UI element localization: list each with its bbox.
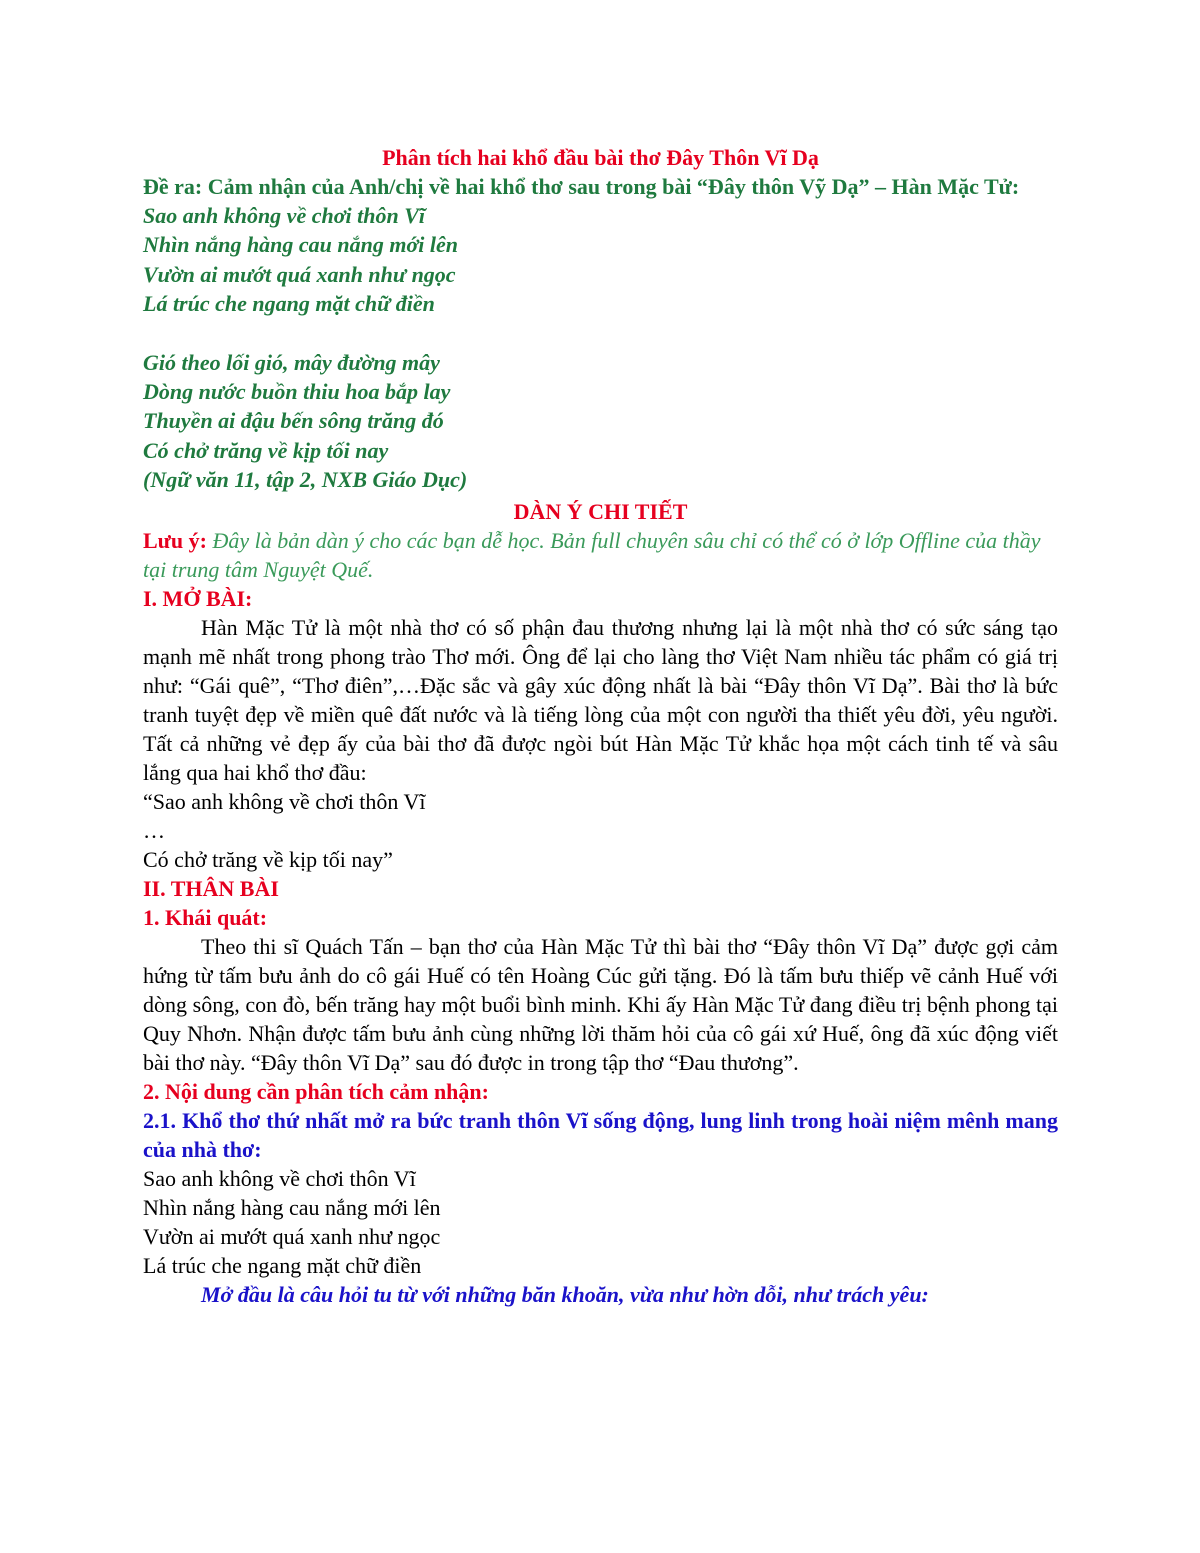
subsection-1-paragraph: Theo thi sĩ Quách Tấn – bạn thơ của Hàn Mặc Tử thì bài thơ “Đây thôn Vĩ Dạ” được gợi cảm hứng từ tấm bưu ảnh do cô gái Huế có tên Hoàng Cúc gửi tặng. Đó là tấm bưu thiếp vẽ cảnh Huế với dòng sông, con đò, bến trăng hay một buổi bình minh. Khi ấy Hàn Mặc Tử đang điều trị bệnh phong tại Quy Nhơn. Nhận được tấm bưu ảnh cùng những lời thăm hỏi của cô gái xứ Huế, ông đã xúc động viết bài thơ này. “Đây thôn Vĩ Dạ” sau đó được in trong tập thơ “Đau thương”. xyxy=(143,933,1058,1075)
poem-line: Sao anh không về chơi thôn Vĩ xyxy=(143,203,425,228)
essay-prompt: Đề ra: Cảm nhận của Anh/chị về hai khổ thơ sau trong bài “Đây thôn Vỹ Dạ” – Hàn Mặc Tử: xyxy=(143,174,1020,199)
subsection-2-heading: 2. Nội dung cần phân tích cảm nhận: xyxy=(143,1078,489,1104)
stanza-gap xyxy=(143,319,1058,348)
document-content xyxy=(143,143,1058,1309)
subsection-1-heading: 1. Khái quát: xyxy=(143,904,268,930)
note-paragraph xyxy=(143,526,1058,584)
outline-heading: DÀN Ý CHI TIẾT xyxy=(513,498,688,524)
section-1-heading: I. MỞ BÀI: xyxy=(143,585,253,611)
poem-stanza-2 xyxy=(143,348,1058,495)
stanza-line: Sao anh không về chơi thôn Vĩ xyxy=(143,1165,416,1191)
stanza-line: Lá trúc che ngang mặt chữ điền xyxy=(143,1252,422,1278)
poem-source: (Ngữ văn 11, tập 2, NXB Giáo Dục) xyxy=(143,467,468,493)
subsection-2-1-title: Khổ thơ thứ nhất mở ra bức tranh thôn Vĩ sống động, lung linh trong hoài niệm mênh mang của nhà thơ: xyxy=(143,1107,1058,1162)
note-label: Lưu ý: xyxy=(143,527,207,553)
quote-line: Có chở trăng về kịp tối nay” xyxy=(143,846,393,872)
subsection-2-1-heading xyxy=(143,1106,1058,1164)
subsection-2-1-number: 2.1. xyxy=(143,1107,176,1133)
poem-line: Nhìn nắng hàng cau nắng mới lên xyxy=(143,232,459,258)
closing-paragraph: Mở đầu là câu hỏi tu từ với những băn khoăn, vừa như hờn dỗi, như trách yêu: xyxy=(201,1281,929,1307)
poem-line: Gió theo lối gió, mây đường mây xyxy=(143,349,440,375)
note-text: Đây là bản dàn ý cho các bạn dễ học. Bản full chuyên sâu chỉ có thể có ở lớp Offline của thầy tại trung tâm Nguyệt Quế. xyxy=(143,527,1041,582)
poem-stanza-1 xyxy=(143,201,1058,319)
poem-line: Thuyền ai đậu bến sông trăng đó xyxy=(143,408,444,434)
poem-line: Dòng nước buồn thiu hoa bắp lay xyxy=(143,379,451,405)
quote-ellipsis: … xyxy=(143,817,165,843)
section-2-heading: II. THÂN BÀI xyxy=(143,875,279,901)
poem-line: Lá trúc che ngang mặt chữ điền xyxy=(143,291,435,317)
poem-line: Vườn ai mướt quá xanh như ngọc xyxy=(143,261,456,287)
document-title: Phân tích hai khổ đầu bài thơ Đây Thôn Vĩ Dạ xyxy=(382,145,819,170)
section-1-paragraph: Hàn Mặc Tử là một nhà thơ có số phận đau thương nhưng lại là một nhà thơ có sức sáng tạo mạnh mẽ nhất trong phong trào Thơ mới. Ông để lại cho làng thơ Việt Nam nhiều tác phẩm có giá trị như: “Gái quê”, “Thơ điên”,…Đặc sắc và gây xúc động nhất là bài “Đây thôn Vĩ Dạ”. Bài thơ là bức tranh tuyệt đẹp về miền quê đất nước và là tiếng lòng của một con người tha thiết yêu đời, yêu người. Tất cả những vẻ đẹp ấy của bài thơ đã được ngòi bút Hàn Mặc Tử khắc họa một cách tinh tế và sâu lắng qua hai khổ thơ đầu: xyxy=(143,614,1058,785)
quote-line: “Sao anh không về chơi thôn Vĩ xyxy=(143,788,426,814)
stanza-line: Nhìn nắng hàng cau nắng mới lên xyxy=(143,1194,441,1220)
stanza-line: Vườn ai mướt quá xanh như ngọc xyxy=(143,1223,441,1249)
poem-line: Có chở trăng về kịp tối nay xyxy=(143,437,389,463)
